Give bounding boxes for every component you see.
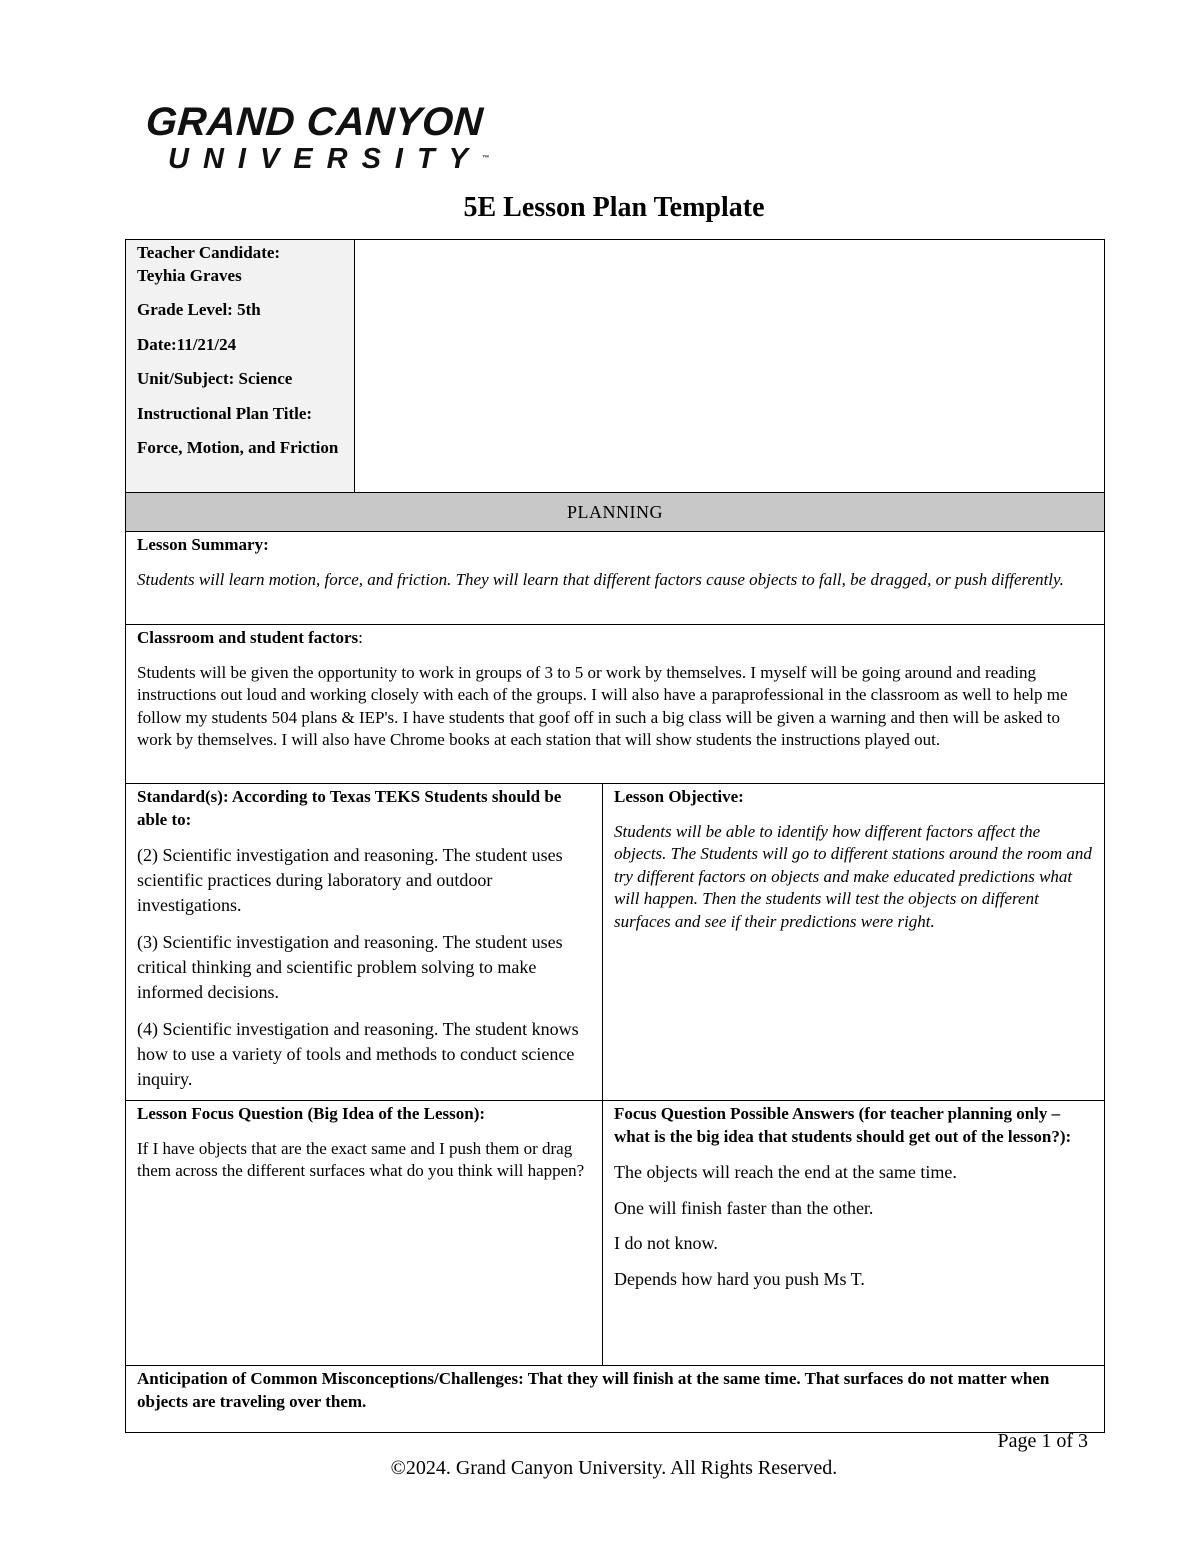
standards-label: Standard(s): According to Texas TEKS Students should be able to: xyxy=(137,787,562,829)
header-blank-cell xyxy=(355,240,1105,493)
unit-subject: Unit/Subject: Science xyxy=(137,369,293,388)
focus-answer-item: I do not know. xyxy=(614,1233,718,1253)
teacher-label: Teacher Candidate: xyxy=(137,243,281,262)
misconceptions-text: Anticipation of Common Misconceptions/Challenges: That they will finish at the same time. That surfaces do not matter when objects are traveling over them. xyxy=(137,1369,1050,1411)
grade-level: Grade Level: 5th xyxy=(137,300,261,319)
trademark-mark: ™ xyxy=(482,155,490,162)
focus-row xyxy=(126,1101,1105,1366)
focus-answers-label: Focus Question Possible Answers (for teacher planning only – what is the big idea that students should get out of the lesson?): xyxy=(614,1104,1072,1146)
plan-title-label: Instructional Plan Title: xyxy=(137,403,313,423)
misconceptions-row xyxy=(126,1366,1105,1433)
lesson-plan-table xyxy=(125,239,1105,1433)
misconceptions-cell xyxy=(126,1366,1105,1433)
focus-question-text: If I have objects that are the exact same and I push them or drag them across the different surfaces what do you think will happen? xyxy=(137,1138,585,1180)
page-number: Page 1 of 3 xyxy=(997,1430,1088,1452)
focus-answer-item: One will finish faster than the other. xyxy=(614,1197,874,1218)
objective-label: Lesson Objective: xyxy=(614,787,744,806)
standard-item: (2) Scientific investigation and reasoning. The student uses scientific practices during laboratory and outdoor investigations. xyxy=(137,845,563,915)
header-row xyxy=(126,240,1105,493)
factors-row xyxy=(126,625,1105,784)
standard-item: (3) Scientific investigation and reasoning. The student uses critical thinking and scientific problem solving to make informed decisions. xyxy=(137,932,563,1002)
copyright-notice: ©2024. Grand Canyon University. All Rights Reserved. xyxy=(390,1457,838,1479)
page-title: 5E Lesson Plan Template xyxy=(463,192,765,223)
focus-question-cell xyxy=(126,1101,603,1366)
focus-answer-item: The objects will reach the end at the same time. xyxy=(614,1162,957,1182)
standards-cell xyxy=(126,784,603,1101)
lesson-summary-cell xyxy=(126,532,1105,625)
university-logo xyxy=(144,100,490,175)
objective-text: Students will be able to identify how different factors affect the objects. The Students will go to different stations around the room and try different factors on objects and make educated predictions what will happen. Then the students will test the objects on different surfaces and see if their predictions were right. xyxy=(614,821,1092,931)
planning-row xyxy=(126,493,1105,532)
teacher-info-cell xyxy=(126,240,355,493)
logo-line-2: UNIVERSITY™ xyxy=(168,143,490,175)
lesson-date: Date:11/21/24 xyxy=(137,334,237,354)
lesson-summary-text: Students will learn motion, force, and friction. They will learn that different factors cause objects to fall, be dragged, or push differently. xyxy=(137,569,1064,589)
focus-answer-item: Depends how hard you push Ms T. xyxy=(614,1268,865,1289)
focus-answers-cell xyxy=(603,1101,1105,1366)
planning-heading: PLANNING xyxy=(126,493,1105,532)
classroom-factors-cell xyxy=(126,625,1105,784)
logo-line-1: GRAND CANYON xyxy=(144,100,485,144)
classroom-factors-label: Classroom and student factors: xyxy=(137,628,363,647)
objective-cell xyxy=(603,784,1105,1101)
standards-objective-row xyxy=(126,784,1105,1101)
plan-title: Force, Motion, and Friction xyxy=(137,438,339,457)
lesson-summary-label: Lesson Summary: xyxy=(137,535,269,554)
teacher-name: Teyhia Graves xyxy=(137,265,242,285)
summary-row xyxy=(126,532,1105,625)
focus-question-label: Lesson Focus Question (Big Idea of the Lesson): xyxy=(137,1104,486,1123)
classroom-factors-text: Students will be given the opportunity to work in groups of 3 to 5 or work by themselves. I myself will be going around and reading instructions out loud and working closely with each of the groups. I will also have a paraprofessional in the classroom as well to help me follow my students 504 plans & IEP's. I have students that goof off in such a big class will be given a warning and then will be asked to work by themselves. I will also have Chrome books at each station that will show students the instructions played out. xyxy=(137,662,1068,749)
standard-item: (4) Scientific investigation and reasoning. The student knows how to use a variety of tools and methods to conduct science inquiry. xyxy=(137,1019,579,1089)
